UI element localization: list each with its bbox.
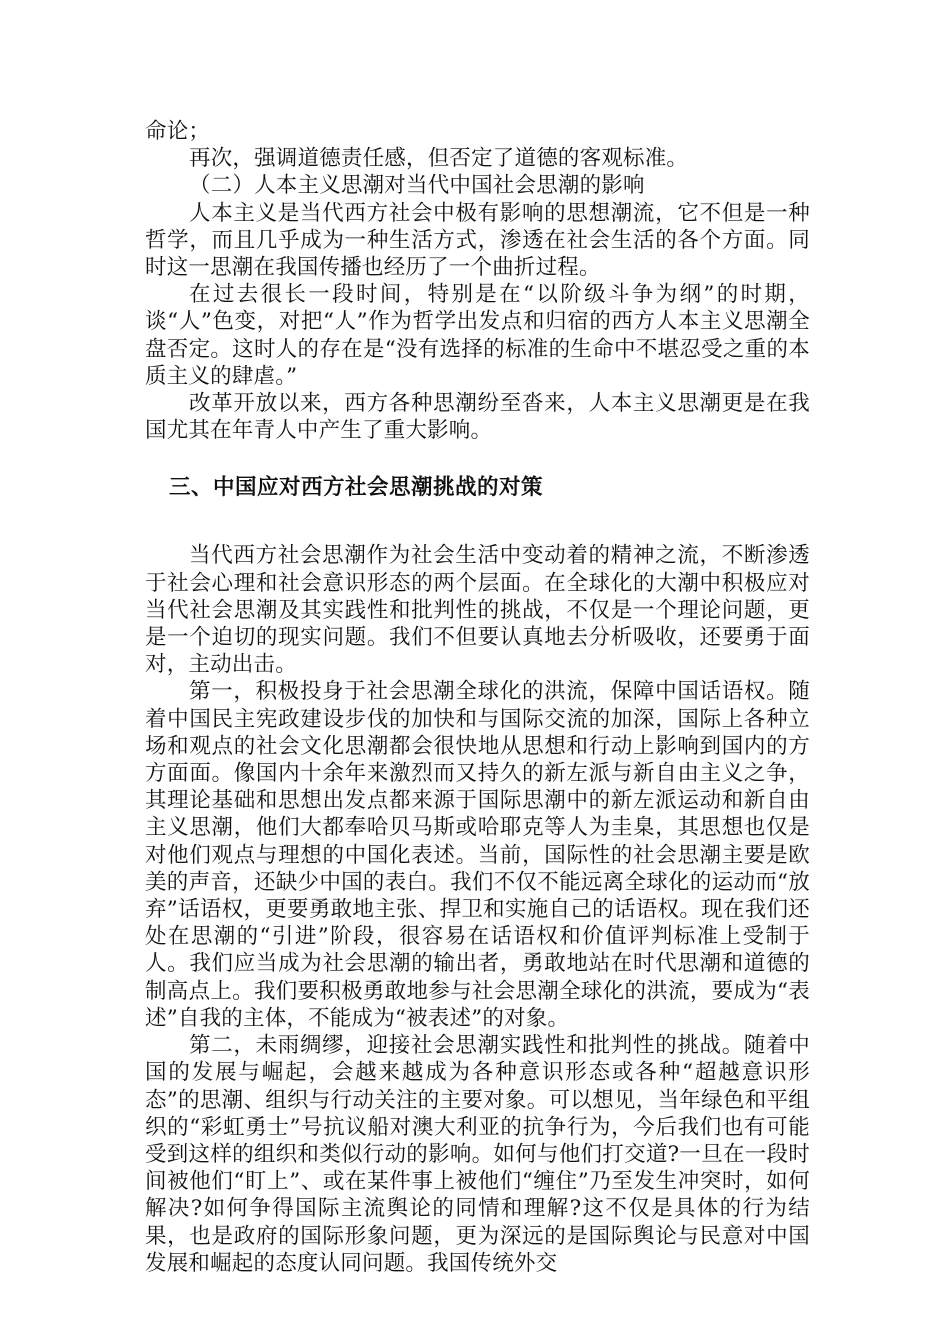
paragraph-section-intro: 当代西方社会思潮作为社会生活中变动着的精神之流，不断渗透于社会心理和社会意识形态的两个层面。在全球化的大潮中积极应对当代社会思潮及其实践性和批判性的挑战，不仅是一个理论问题，更是一个迫切的现实问题。我们不但要认真地去分析吸收，还要勇于面对，主动出击。: [145, 543, 810, 678]
paragraph-reform-opening: 改革开放以来，西方各种思潮纷至沓来，人本主义思潮更是在我国尤其在年青人中产生了重大影响。: [145, 391, 810, 444]
paragraph-class-struggle-era: 在过去很长一段时间，特别是在“以阶级斗争为纲”的时期，谈“人”色变，对把“人”作为哲学出发点和归宿的西方人本主义思潮全盘否定。这时人的存在是“没有选择的标准的生命中不堪忍受之重的本质主义的肆虐。”: [145, 282, 810, 389]
document-body: [145, 118, 810, 1277]
section-spacer: [145, 502, 810, 542]
paragraph-moral-standard: 再次，强调道德责任感，但否定了道德的客观标准。: [189, 146, 689, 172]
paragraph-second-point: 第二，未雨绸缪，迎接社会思潮实践性和批判性的挑战。随着中国的发展与崛起，会越来越成为各种意识形态或各种“超越意识形态”的思潮、组织与行动关注的主要对象。可以想见，当年绿色和平组织的“彩虹勇士”号抗议船对澳大利亚的抗争行为，今后我们也有可能受到这样的组织和类似行动的影响。如何与他们打交道?一旦在一段时间被他们“盯上”、或在某件事上被他们“缠住”乃至发生冲突时，如何解决?如何争得国际主流舆论的同情和理解?这不仅是具体的行为结果，也是政府的国际形象问题，更为深远的是国际舆论与民意对中国发展和崛起的态度认同问题。我国传统外交: [145, 1033, 810, 1276]
section-heading: 三、中国应对西方社会思潮挑战的对策: [169, 475, 544, 501]
paragraph-continuation: 命论；: [145, 119, 211, 144]
subheading-humanism-influence: （二）人本主义思潮对当代中国社会思潮的影响: [189, 173, 645, 199]
paragraph-humanism-intro: 人本主义是当代西方社会中极有影响的思想潮流，它不但是一种哲学，而且几乎成为一种生活方式，渗透在社会生活的各个方面。同时这一思潮在我国传播也经历了一个曲折过程。: [145, 200, 810, 281]
paragraph-first-point: 第一，积极投身于社会思潮全球化的洪流，保障中国话语权。随着中国民主宪政建设步伐的加快和与国际交流的加深，国际上各种立场和观点的社会文化思潮都会很快地从思想和行动上影响到国内的方方面面。像国内十余年来激烈而又持久的新左派与新自由主义之争，其理论基础和思想出发点都来源于国际思潮中的新左派运动和新自由主义思潮，他们大都奉哈贝马斯或哈耶克等人为圭臬，其思想也仅是对他们观点与理想的中国化表述。当前，国际性的社会思潮主要是欧美的声音，还缺少中国的表白。我们不仅不能远离全球化的运动而“放弃”话语权，更要勇敢地主张、捍卫和实施自己的话语权。现在我们还处在思潮的“引进”阶段，很容易在话语权和价值评判标准上受制于人。我们应当成为社会思潮的输出者，勇敢地站在时代思潮和道德的制高点上。我们要积极勇敢地参与社会思潮全球化的洪流，要成为“表述”自我的主体，不能成为“被表述”的对象。: [145, 679, 810, 1031]
